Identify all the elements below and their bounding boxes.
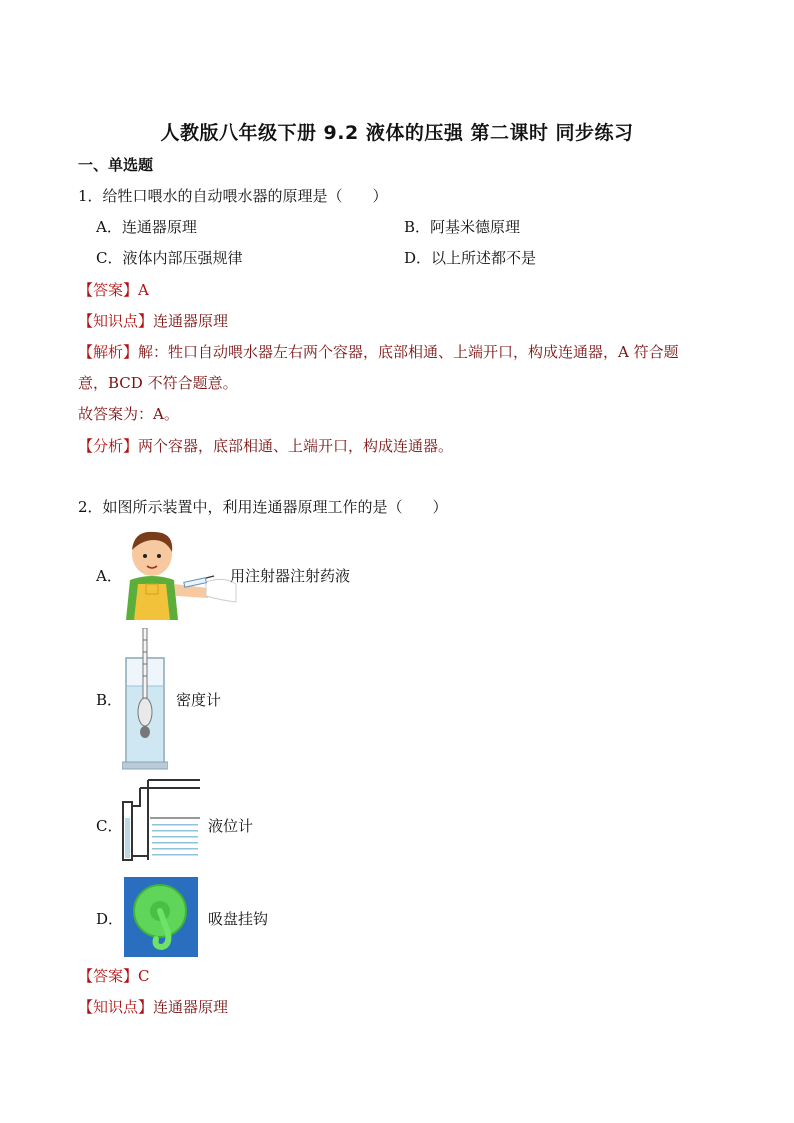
q2-option-c-letter: C． (96, 817, 123, 835)
knowledge-point-tag: 【知识点】 (78, 998, 154, 1016)
q1-analysis (78, 342, 679, 362)
page-title: 人教版八年级下册 9.2 液体的压强 第二课时 同步练习 (160, 122, 634, 144)
q1-answer (78, 280, 149, 300)
knowledge-point-tag: 【知识点】 (78, 312, 154, 330)
q1-knowledge-point (78, 311, 228, 331)
q2-option-a-letter: A． (96, 567, 122, 585)
analysis-text-line1: 解：牲口自动喂水器左右两个容器，底部相通、上端开口，构成连通器，A 符合题 (138, 343, 679, 361)
q1-fenxi (78, 436, 453, 456)
q1-option-a: A．连通器原理 (96, 218, 197, 236)
analysis-tag: 【解析】 (78, 343, 139, 361)
q2-option-a-caption: 用注射器注射药液 (230, 567, 351, 585)
knowledge-point-value: 连通器原理 (153, 998, 229, 1016)
level-gauge-picture (120, 776, 202, 866)
fenxi-tag: 【分析】 (78, 437, 139, 455)
fenxi-text: 两个容器，底部相通、上端开口，构成连通器。 (138, 437, 454, 455)
q2-option-b-caption: 密度计 (176, 691, 222, 709)
q2-answer (78, 966, 150, 986)
hydrometer-picture (122, 628, 168, 770)
q2-option-c-caption: 液位计 (208, 817, 254, 835)
q1-option-b: B．阿基米德原理 (404, 218, 521, 236)
answer-value: C (138, 967, 150, 985)
suction-hook-picture (124, 877, 198, 957)
answer-value: A (138, 281, 149, 299)
section-heading: 一、单选题 (78, 156, 154, 174)
analysis-text-line2: 意，BCD 不符合题意。 (78, 374, 238, 392)
q2-option-d-letter: D． (96, 910, 124, 928)
question-1-stem: 1．给牲口喂水的自动喂水器的原理是（ ） (78, 187, 388, 205)
answer-tag: 【答案】 (78, 967, 139, 985)
syringe-injection-picture (120, 528, 238, 620)
q2-option-b-letter: B． (96, 691, 123, 709)
question-2-stem: 2．如图所示装置中，利用连通器原理工作的是（ ） (78, 498, 448, 516)
knowledge-point-value: 连通器原理 (153, 312, 229, 330)
q1-option-d: D．以上所述都不是 (404, 249, 537, 267)
q2-option-d-caption: 吸盘挂钩 (208, 910, 269, 928)
q2-knowledge-point (78, 997, 228, 1017)
q1-option-c: C．液体内部压强规律 (96, 249, 243, 267)
q1-conclusion: 故答案为：A。 (78, 405, 179, 423)
answer-tag: 【答案】 (78, 281, 139, 299)
